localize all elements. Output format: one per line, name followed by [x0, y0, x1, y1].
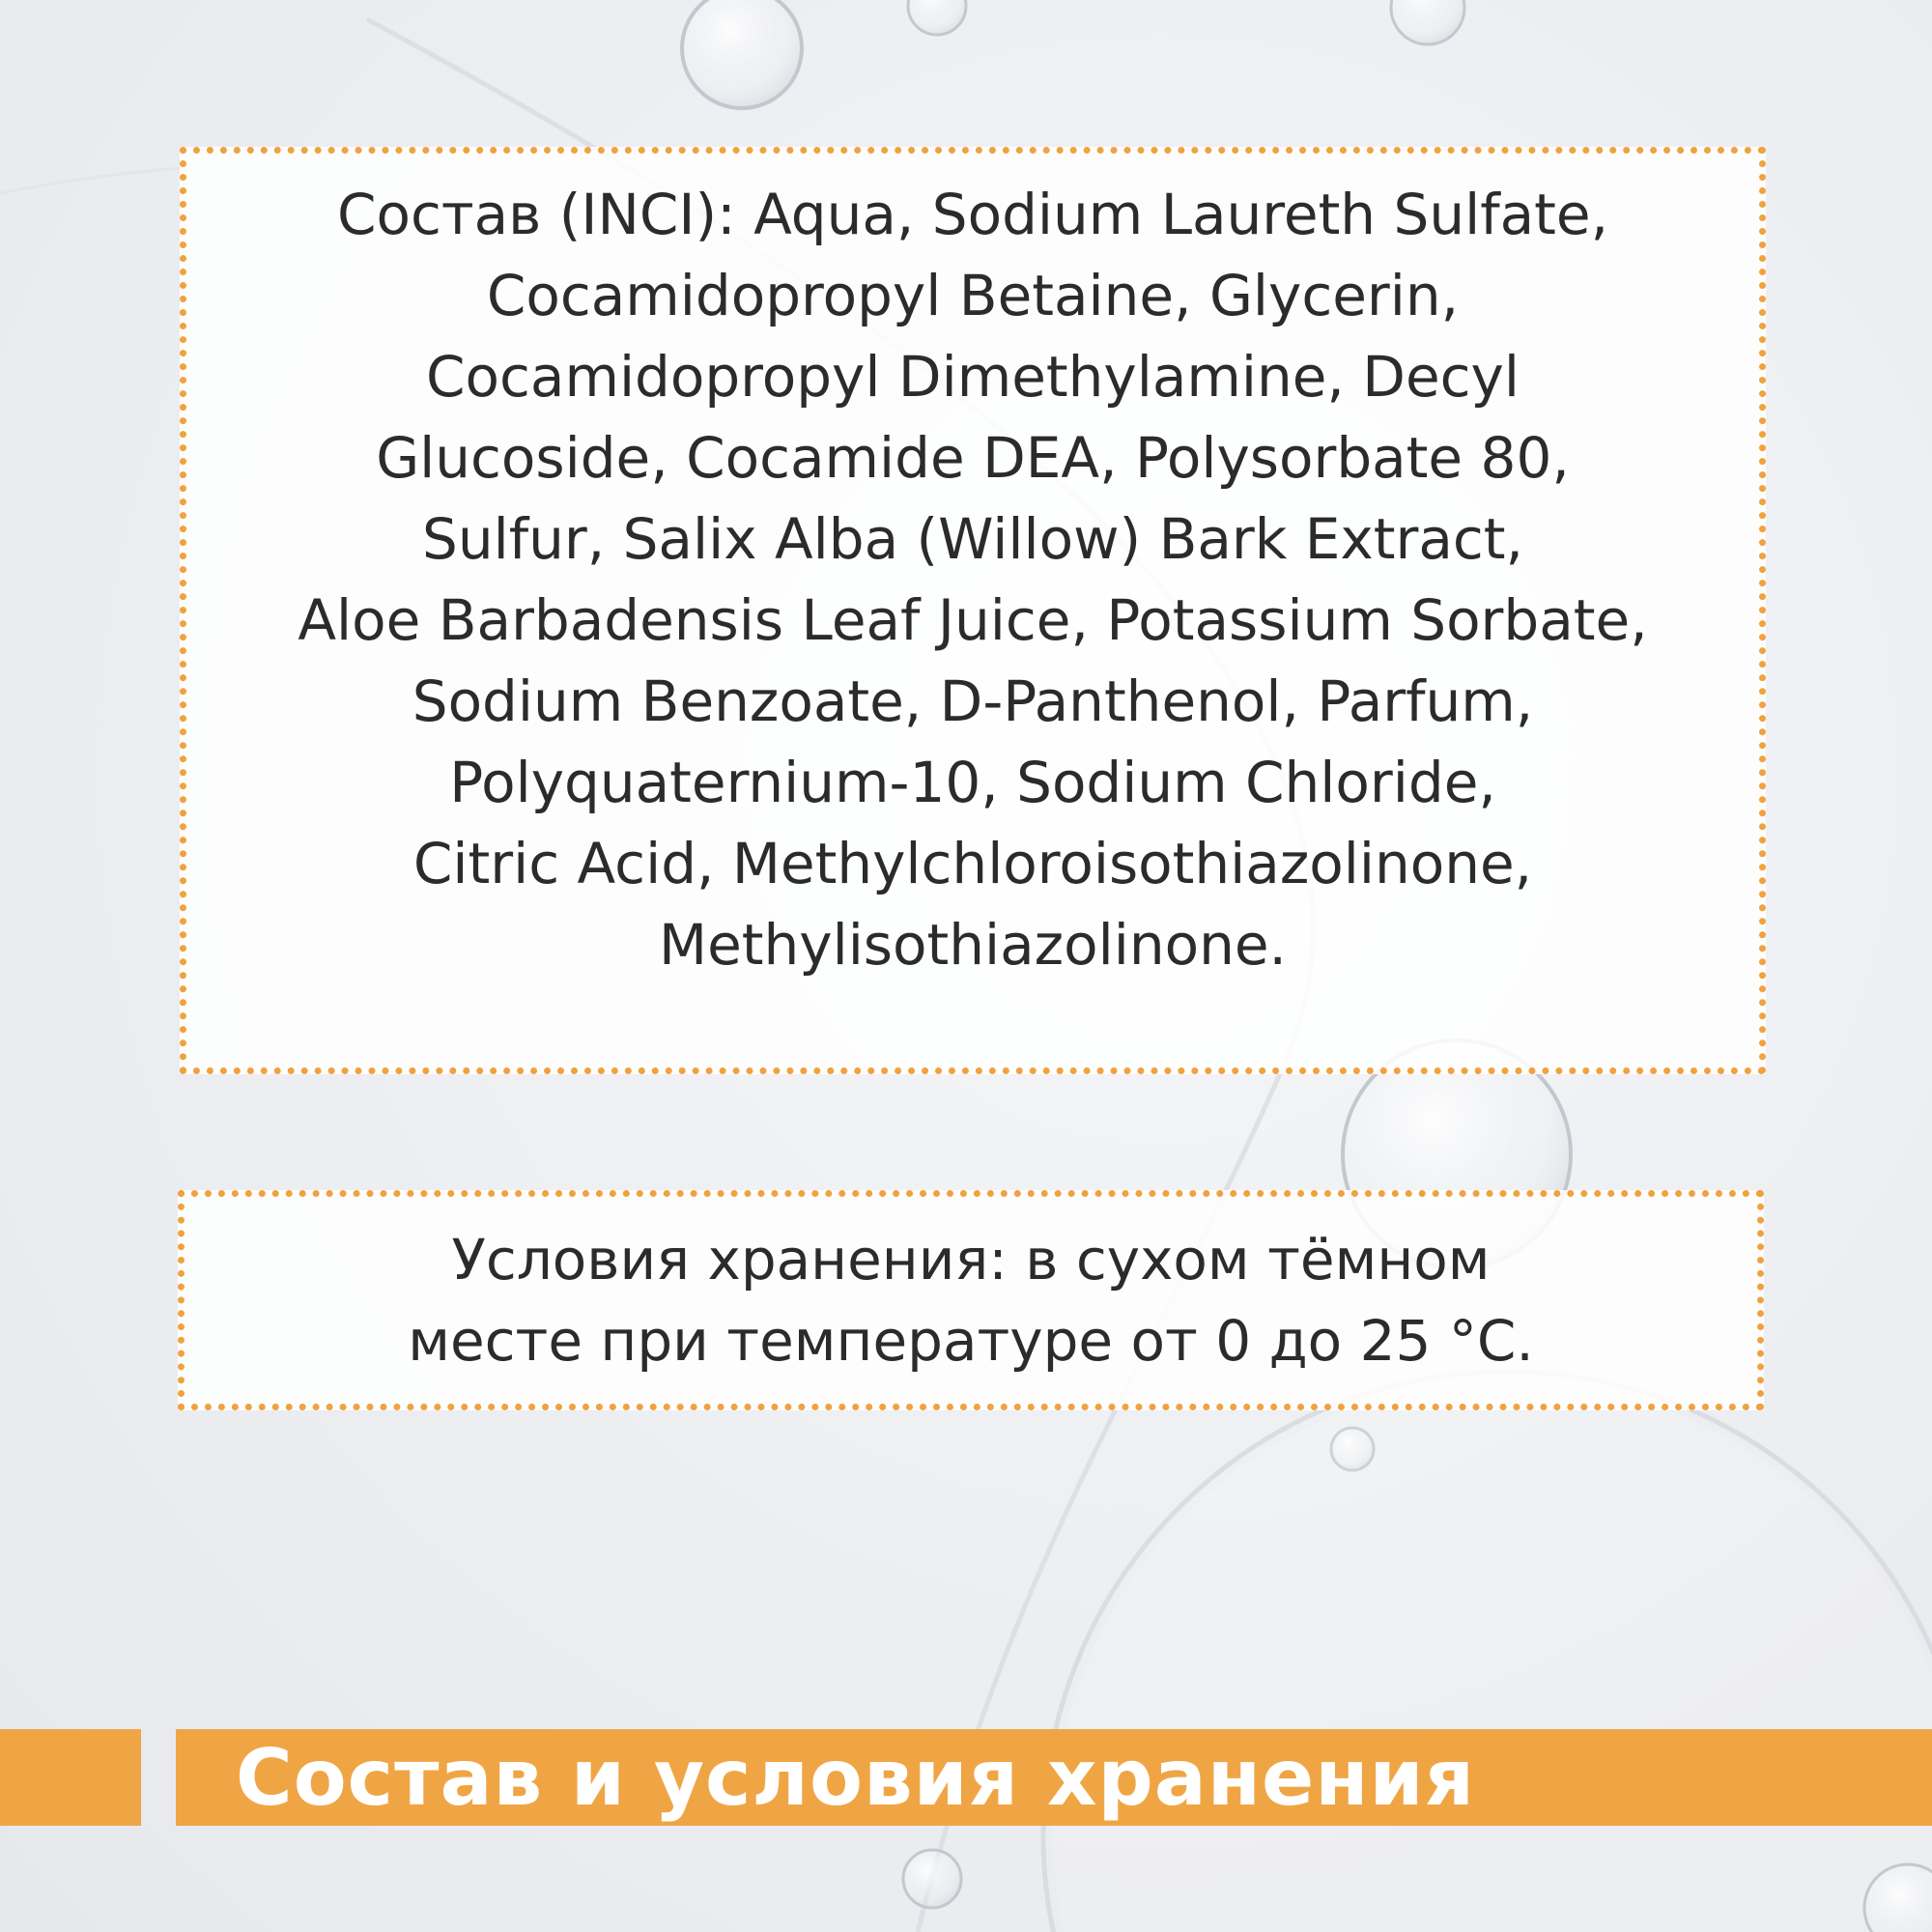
- banner-accent-block: [0, 1729, 141, 1826]
- ingredients-line: Состав (INCI): Aqua, Sodium Laureth Sulfate,: [336, 182, 1609, 247]
- banner-title: Состав и условия хранения: [236, 1732, 1475, 1823]
- ingredients-line: Sulfur, Salix Alba (Willow) Bark Extract,: [422, 506, 1523, 572]
- ingredients-line: Sodium Benzoate, D-Panthenol, Parfum,: [412, 668, 1534, 734]
- storage-line: Условия хранения: в сухом тёмном: [451, 1227, 1491, 1293]
- banner: [176, 1729, 1932, 1826]
- storage-line: месте при температуре от 0 до 25 °C.: [408, 1308, 1534, 1374]
- storage-panel: [178, 1190, 1764, 1410]
- ingredients-line: Aloe Barbadensis Leaf Juice, Potassium Sorbate,: [298, 587, 1648, 653]
- ingredients-line: Cocamidopropyl Betaine, Glycerin,: [486, 263, 1460, 328]
- ingredients-panel: [180, 147, 1766, 1074]
- ingredients-line: Methylisothiazolinone.: [659, 912, 1287, 978]
- ingredients-line: Glucoside, Cocamide DEA, Polysorbate 80,: [376, 425, 1570, 491]
- ingredients-line: Cocamidopropyl Dimethylamine, Decyl: [426, 344, 1520, 410]
- storage-text: [379, 1219, 1563, 1381]
- ingredients-line: Polyquaternium-10, Sodium Chloride,: [449, 750, 1496, 815]
- ingredients-line: Citric Acid, Methylchloroisothiazolinone,: [412, 831, 1533, 896]
- ingredients-text: [269, 174, 1676, 985]
